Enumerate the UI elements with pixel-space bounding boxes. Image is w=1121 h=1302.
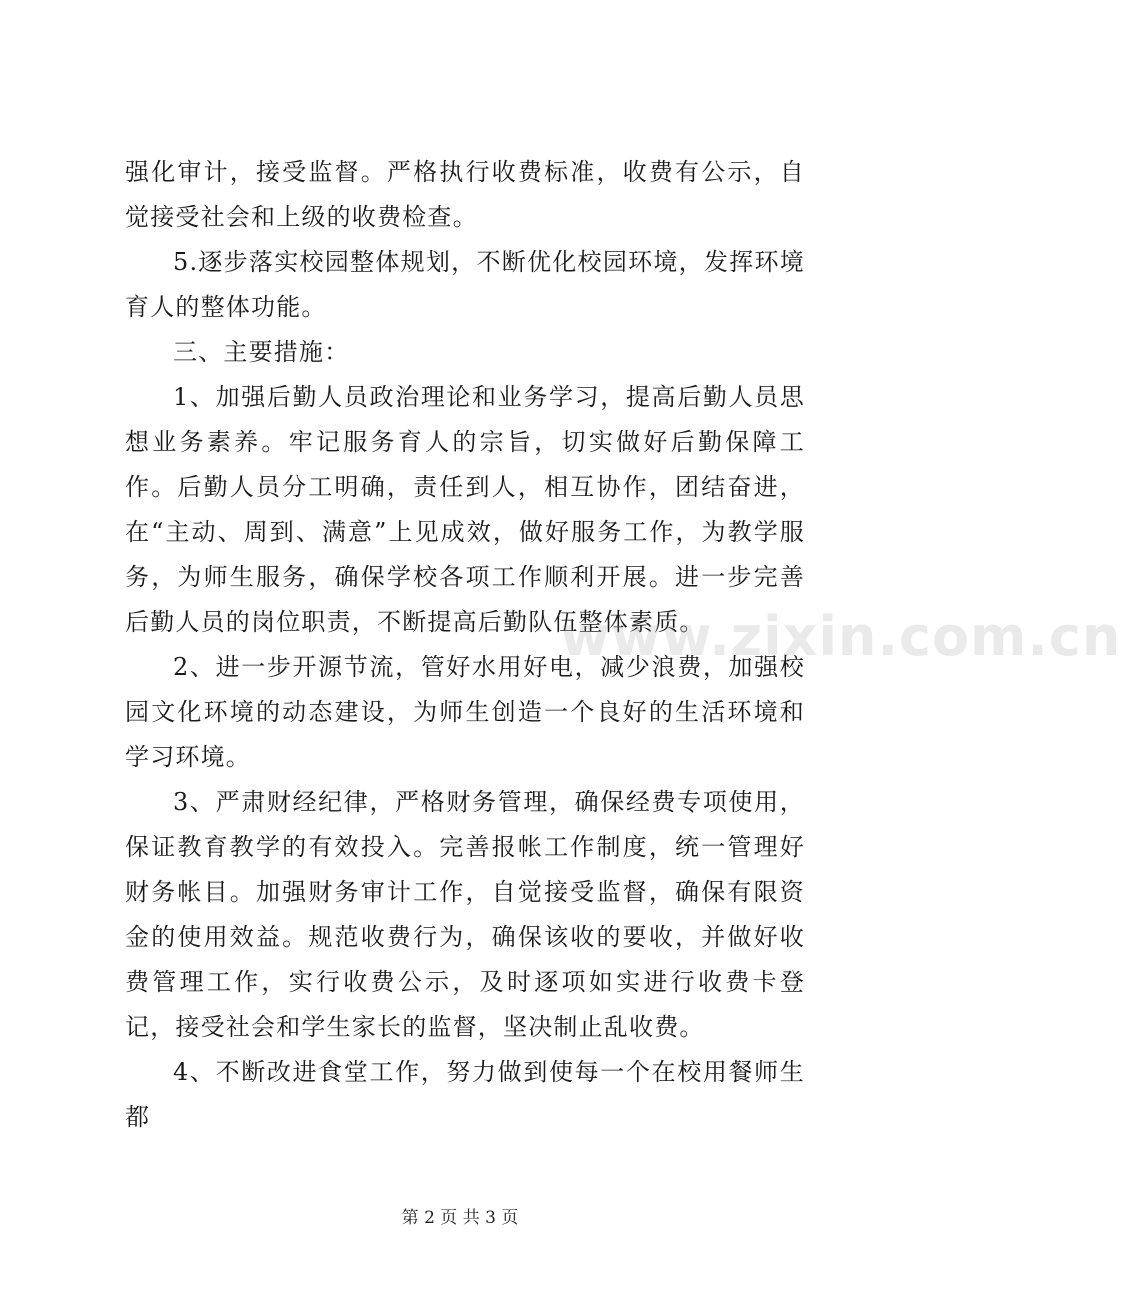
paragraph-measure-4: 4、不断改进食堂工作，努力做到使每一个在校用餐师生都: [125, 1058, 805, 1131]
paragraph-1: 强化审计，接受监督。严格执行收费标准，收费有公示，自觉接受社会和上级的收费检查。: [125, 158, 805, 231]
section-heading: 三、主要措施：: [173, 338, 350, 366]
page-footer: 第 2 页 共 3 页: [401, 1208, 519, 1228]
paragraph-measure-3: 3、严肃财经纪律，严格财务管理，确保经费专项使用，保证教育教学的有效投入。完善报帐工作制度，统一管理好财务帐目。加强财务审计工作，自觉接受监督，确保有限资金的使用效益。规范收费行为，确保该收的要收，并做好收费管理工作，实行收费公示，及时逐项如实进行收费卡登记，接受社会和学生家长的监督，坚决制止乱收费。: [125, 788, 805, 1041]
paragraph-measure-1: 1、加强后勤人员政治理论和业务学习，提高后勤人员思想业务素养。牢记服务育人的宗旨，切实做好后勤保障工作。后勤人员分工明确，责任到人，相互协作，团结奋进，在“主动、周到、满意”上见成效，做好服务工作，为教学服务，为师生服务，确保学校各项工作顺利开展。进一步完善后勤人员的岗位职责，不断提高后勤队伍整体素质。: [125, 383, 805, 636]
paragraph-2: 5.逐步落实校园整体规划，不断优化校园环境，发挥环境育人的整体功能。: [125, 248, 805, 321]
watermark: www.zixin.com.cn: [560, 605, 1121, 668]
paragraph-measure-2: 2、进一步开源节流，管好水用好电，减少浪费，加强校园文化环境的动态建设，为师生创造一个良好的生活环境和学习环境。: [125, 653, 805, 771]
